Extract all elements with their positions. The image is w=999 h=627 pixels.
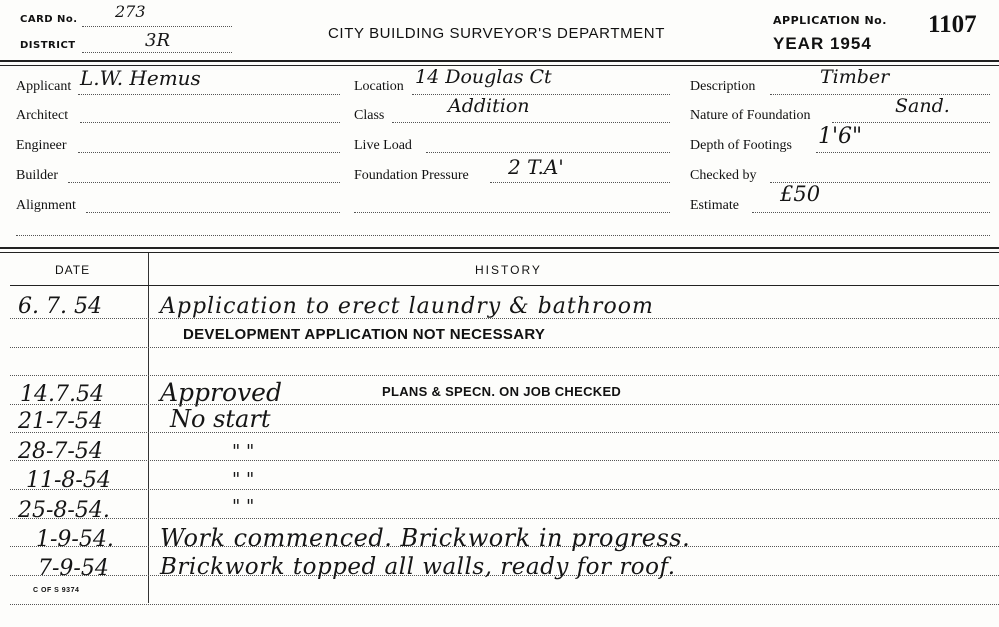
history-date: 6. 7. 54 <box>18 294 102 319</box>
engineer-label: Engineer <box>16 138 67 153</box>
applicant-label: Applicant <box>16 79 72 94</box>
history-entry: " " <box>232 496 255 517</box>
builder-label: Builder <box>16 168 58 183</box>
nature-of-foundation-value: Sand. <box>895 95 950 117</box>
foundation-pressure-value: 2 T.A' <box>508 155 564 179</box>
history-entry: Approved <box>160 378 282 407</box>
estimate-label: Estimate <box>690 198 739 213</box>
alignment-label: Alignment <box>16 198 76 213</box>
application-no-value: 1107 <box>928 11 977 38</box>
district-label: DISTRICT <box>20 40 76 51</box>
history-date: 28-7-54 <box>18 439 103 464</box>
depth-of-footings-label: Depth of Footings <box>690 138 792 153</box>
applicant-value: L.W. Hemus <box>80 66 201 90</box>
nature-of-foundation-label: Nature of Foundation <box>690 108 811 123</box>
history-entry-typed: DEVELOPMENT APPLICATION NOT NECESSARY <box>183 326 546 343</box>
history-date: 1-9-54. <box>36 527 114 552</box>
class-value: Addition <box>448 95 530 117</box>
live-load-label: Live Load <box>354 138 412 153</box>
history-entry: " " <box>232 469 255 490</box>
date-column-header: DATE <box>55 263 91 277</box>
history-entry: Work commenced. Brickwork in progress. <box>160 524 691 552</box>
history-column-header: HISTORY <box>475 263 542 277</box>
history-date: 7-9-54 <box>38 556 109 581</box>
history-date: 25-8-54. <box>18 498 110 523</box>
form-code: C OF S 9374 <box>33 587 80 594</box>
checked-by-label: Checked by <box>690 168 757 183</box>
history-date: 14.7.54 <box>20 382 104 407</box>
history-entry: " " <box>232 441 255 462</box>
history-date: 21-7-54 <box>18 409 103 434</box>
description-label: Description <box>690 79 756 94</box>
district-value: 3R <box>145 30 171 51</box>
history-entry: No start <box>170 405 271 433</box>
description-value: Timber <box>820 66 890 88</box>
card-no-label: CARD No. <box>20 14 78 25</box>
depth-of-footings-value: 1'6" <box>818 124 863 149</box>
card-no-value: 273 <box>115 2 146 21</box>
architect-label: Architect <box>16 108 69 123</box>
application-no-label: APPLICATION No. <box>773 14 887 27</box>
estimate-value: £50 <box>780 182 821 206</box>
department-title: CITY BUILDING SURVEYOR'S DEPARTMENT <box>328 25 665 42</box>
year-label: YEAR 1954 <box>773 34 872 53</box>
history-entry: Application to erect laundry & bathroom <box>160 294 654 319</box>
class-label: Class <box>354 108 385 123</box>
location-value: 14 Douglas Ct <box>415 66 552 88</box>
location-label: Location <box>354 79 404 94</box>
history-entry: Brickwork topped all walls, ready for roof. <box>160 554 676 580</box>
foundation-pressure-label: Foundation Pressure <box>354 168 469 183</box>
plans-checked-stamp: PLANS & SPECN. ON JOB CHECKED <box>382 384 622 399</box>
history-date: 11-8-54 <box>26 468 111 493</box>
